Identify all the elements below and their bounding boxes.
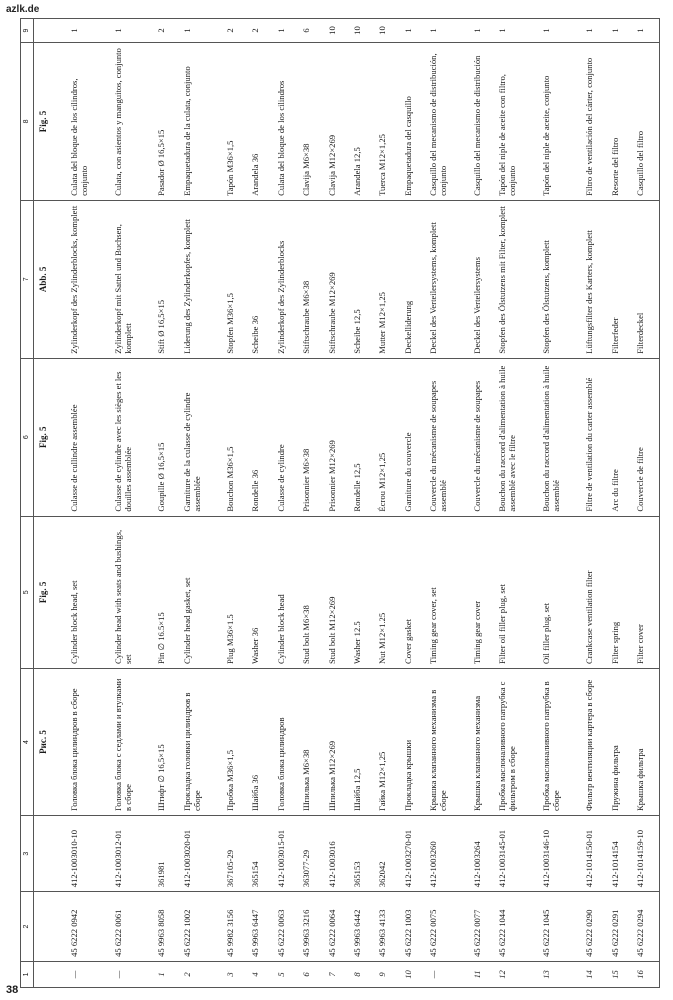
table-row	[248, 19, 273, 988]
quantity-cell: 1	[495, 19, 539, 43]
table-row	[325, 19, 350, 988]
name-es-cell: Tapón del niple de aceite con filtro, conjunto	[495, 43, 539, 201]
name-es-cell: Casquillo del mecanismo de distribución	[470, 43, 495, 201]
part-number-cell: 363077-29	[299, 816, 324, 892]
figure-header-row	[34, 19, 68, 988]
part-number-cell: 365154	[248, 816, 273, 892]
name-ru-cell: Шпилька М12×269	[325, 669, 350, 816]
table-row	[608, 19, 633, 988]
position-number-cell: 5	[274, 961, 299, 987]
table-row	[67, 19, 111, 988]
name-es-cell: Pasador Ø 16,5×15	[154, 43, 179, 201]
name-de-cell: Filterfeder	[608, 200, 633, 358]
column-number: 7	[21, 200, 34, 358]
name-ru-cell: Крышка клапанного механизма в сборе	[426, 669, 470, 816]
column-number-row	[21, 19, 34, 988]
site-watermark: azlk.de	[6, 4, 40, 15]
catalog-code-cell: 45 9963 6447	[248, 892, 273, 962]
name-de-cell: Deckelliderung	[401, 200, 426, 358]
name-ru-cell: Гайка М12×1,25	[375, 669, 400, 816]
rotated-table	[20, 18, 660, 988]
name-es-cell: Culata, con asientos y manguitos, conjunto	[111, 43, 155, 201]
name-fr-cell: Couvercle du mécanisme de soupapes assemblé	[426, 358, 470, 516]
catalog-code-cell: 45 9963 6442	[350, 892, 375, 962]
position-number-cell: 8	[350, 961, 375, 987]
part-number-cell: 412-1003264	[470, 816, 495, 892]
quantity-cell: 1	[539, 19, 583, 43]
name-en-cell: Oil filler plug, set	[539, 516, 583, 668]
catalog-code-cell: 45 6222 0061	[111, 892, 155, 962]
quantity-cell: 1	[582, 19, 607, 43]
name-en-cell: Cylinder head gasket, set	[180, 516, 224, 668]
catalog-code-cell: 45 6222 0075	[426, 892, 470, 962]
catalog-code-cell: 45 6222 1002	[180, 892, 224, 962]
name-es-cell: Resorte del filtro	[608, 43, 633, 201]
part-number-cell: 412-1003015-01	[274, 816, 299, 892]
name-ru-cell: Прокладка крышки	[401, 669, 426, 816]
position-number-cell: 6	[299, 961, 324, 987]
column-number: 5	[21, 516, 34, 668]
name-es-cell: Filtro de ventilación del cárter, conjunto	[582, 43, 607, 201]
catalog-code-cell: 45 6222 1003	[401, 892, 426, 962]
name-fr-cell: Prisonnier M12×269	[325, 358, 350, 516]
name-en-cell: Cylinder head with seats and bushings, set	[111, 516, 155, 668]
quantity-cell: 1	[67, 19, 111, 43]
position-number-cell: 7	[325, 961, 350, 987]
name-de-cell: Scheibe 36	[248, 200, 273, 358]
quantity-cell: 1	[470, 19, 495, 43]
name-ru-cell: Пробка маслоналивного патрубка с фильтром в сборе	[495, 669, 539, 816]
part-number-cell: 365153	[350, 816, 375, 892]
name-de-cell: Deckel des Verteilersystems, komplett	[426, 200, 470, 358]
catalog-code-cell: 45 6222 0063	[274, 892, 299, 962]
name-fr-cell: Garniture du couvercle	[401, 358, 426, 516]
position-number-cell: —	[67, 961, 111, 987]
name-ru-cell: Головка блока цилиндров в сборе	[67, 669, 111, 816]
part-number-cell: 361981	[154, 816, 179, 892]
name-es-cell: Tapón del niple de aceite, conjunto	[539, 43, 583, 201]
position-number-cell: 3	[223, 961, 248, 987]
position-number-cell: 1	[154, 961, 179, 987]
name-fr-cell: Culasse de cylindre avec les sièges et les douilles assemblée	[111, 358, 155, 516]
table-row	[375, 19, 400, 988]
table-row	[111, 19, 155, 988]
name-en-cell: Washer 36	[248, 516, 273, 668]
table-row	[180, 19, 224, 988]
name-en-cell: Crankcase ventilation filter	[582, 516, 607, 668]
figure-header-de: Abb. 5	[34, 200, 68, 358]
name-de-cell: Stiftschraube M12×269	[325, 200, 350, 358]
part-number-cell: 412-1003260	[426, 816, 470, 892]
name-de-cell: Zylinderkopf des Zylinderblocks	[274, 200, 299, 358]
name-en-cell: Plug M36×1.5	[223, 516, 248, 668]
table-row	[470, 19, 495, 988]
name-es-cell: Empaquetadura del casquillo	[401, 43, 426, 201]
name-de-cell: Stopfen des Ölstutzens mit Filter, komplett	[495, 200, 539, 358]
table-row	[633, 19, 659, 988]
name-de-cell: Zylinderkopf mit Sattel und Buchsen, komplett	[111, 200, 155, 358]
name-en-cell: Cylinder block head	[274, 516, 299, 668]
name-es-cell: Clavija M6×38	[299, 43, 324, 201]
name-en-cell: Filter spring	[608, 516, 633, 668]
column-number: 4	[21, 669, 34, 816]
position-number-cell: 11	[470, 961, 495, 987]
part-number-cell: 412-1003145-01	[495, 816, 539, 892]
name-ru-cell: Шпилька М6×38	[299, 669, 324, 816]
name-es-cell: Arandela 36	[248, 43, 273, 201]
name-ru-cell: Головка блока цилиндров	[274, 669, 299, 816]
name-de-cell: Stift Ø 16,5×15	[154, 200, 179, 358]
quantity-cell: 1	[111, 19, 155, 43]
quantity-cell: 1	[401, 19, 426, 43]
column-number: 9	[21, 19, 34, 43]
name-es-cell: Culata del bloque de los cilindros, conjunto	[67, 43, 111, 201]
part-number-cell: 412-1003146-10	[539, 816, 583, 892]
empty-cell	[34, 892, 68, 962]
catalog-code-cell: 45 6222 0942	[67, 892, 111, 962]
name-en-cell: Stud bolt M12×269	[325, 516, 350, 668]
parts-table	[20, 18, 660, 988]
name-es-cell: Empaquetadura de la culata, conjunto	[180, 43, 224, 201]
position-number-cell: 14	[582, 961, 607, 987]
catalog-code-cell: 45 6222 1045	[539, 892, 583, 962]
name-ru-cell: Крышка клапанного механизма	[470, 669, 495, 816]
name-en-cell: Timing gear cover, set	[426, 516, 470, 668]
name-fr-cell: Garniture de la culasse de cylindre assemblée	[180, 358, 224, 516]
quantity-cell: 10	[325, 19, 350, 43]
name-de-cell: Filterdeckel	[633, 200, 659, 358]
name-fr-cell: Couvercle du mécanisme de soupapes	[470, 358, 495, 516]
column-number: 6	[21, 358, 34, 516]
name-en-cell: Filter oil filler plug, set	[495, 516, 539, 668]
name-ru-cell: Пробка маслоналивного патрубка в сборе	[539, 669, 583, 816]
quantity-cell: 1	[426, 19, 470, 43]
table-row	[582, 19, 607, 988]
table-row	[299, 19, 324, 988]
empty-cell	[34, 961, 68, 987]
name-de-cell: Deckel des Verteilersystems	[470, 200, 495, 358]
name-de-cell: Stopfen M36×1,5	[223, 200, 248, 358]
position-number-cell: 4	[248, 961, 273, 987]
name-es-cell: Casquillo del mecanismo de distribución, conjunto	[426, 43, 470, 201]
position-number-cell: 9	[375, 961, 400, 987]
name-fr-cell: Écrou M12×1,25	[375, 358, 400, 516]
name-es-cell: Clavija M12×269	[325, 43, 350, 201]
position-number-cell: 12	[495, 961, 539, 987]
position-number-cell: 10	[401, 961, 426, 987]
table-row	[495, 19, 539, 988]
figure-header-fr: Fig. 5	[34, 358, 68, 516]
catalog-code-cell: 45 9963 4133	[375, 892, 400, 962]
name-en-cell: Timing gear cover	[470, 516, 495, 668]
name-fr-cell: Culasse de cullindre assemblée	[67, 358, 111, 516]
quantity-cell: 1	[633, 19, 659, 43]
empty-cell	[34, 816, 68, 892]
name-fr-cell: Bouchon du raccord d'alimentation à huile assemblé	[539, 358, 583, 516]
empty-cell	[34, 19, 68, 43]
catalog-code-cell: 45 6222 1044	[495, 892, 539, 962]
name-de-cell: Liderung des Zylinderkopfes, komplett	[180, 200, 224, 358]
table-row	[539, 19, 583, 988]
name-de-cell: Lüftungsfilter des Karters, komplett	[582, 200, 607, 358]
name-ru-cell: Шайба 36	[248, 669, 273, 816]
part-number-cell: 412-1014154	[608, 816, 633, 892]
catalog-code-cell: 45 6222 0290	[582, 892, 607, 962]
position-number-cell: 2	[180, 961, 224, 987]
name-fr-cell: Arc du filtre	[608, 358, 633, 516]
name-ru-cell: Шайба 12,5	[350, 669, 375, 816]
quantity-cell: 1	[274, 19, 299, 43]
table-row	[401, 19, 426, 988]
parts-table-container	[20, 18, 660, 988]
quantity-cell: 1	[608, 19, 633, 43]
catalog-code-cell: 45 9982 3156	[223, 892, 248, 962]
name-de-cell: Scheibe 12,5	[350, 200, 375, 358]
position-number-cell: 13	[539, 961, 583, 987]
part-number-cell: 412-1003016	[325, 816, 350, 892]
column-number: 3	[21, 816, 34, 892]
part-number-cell: 412-1014150-01	[582, 816, 607, 892]
name-ru-cell: Прокладка головки цилиндров в сборе	[180, 669, 224, 816]
name-fr-cell: Goupille Ø 16,5×15	[154, 358, 179, 516]
quantity-cell: 2	[223, 19, 248, 43]
name-en-cell: Cover gasket	[401, 516, 426, 668]
catalog-code-cell: 45 9963 3216	[299, 892, 324, 962]
name-ru-cell: Пробка М36×1,5	[223, 669, 248, 816]
name-en-cell: Filter cover	[633, 516, 659, 668]
quantity-cell: 6	[299, 19, 324, 43]
part-number-cell: 412-1003010-10	[67, 816, 111, 892]
name-fr-cell: Couvercle de filtre	[633, 358, 659, 516]
part-number-cell: 412-1014159-10	[633, 816, 659, 892]
name-de-cell: Zylinderkopf des Zylinderblocks, komplett	[67, 200, 111, 358]
name-fr-cell: Prisonnier M6×38	[299, 358, 324, 516]
column-number: 2	[21, 892, 34, 962]
name-ru-cell: Крышка фильтра	[633, 669, 659, 816]
name-ru-cell: Штифт ∅ 16,5×15	[154, 669, 179, 816]
table-body	[34, 19, 660, 988]
position-number-cell: —	[426, 961, 470, 987]
part-number-cell: 367105-29	[223, 816, 248, 892]
name-es-cell: Tuerca M12×1,25	[375, 43, 400, 201]
name-es-cell: Casquillo del filtro	[633, 43, 659, 201]
part-number-cell: 412-1003020-01	[180, 816, 224, 892]
name-es-cell: Tapón M36×1,5	[223, 43, 248, 201]
quantity-cell: 2	[248, 19, 273, 43]
name-es-cell: Arandela 12,5	[350, 43, 375, 201]
position-number-cell: —	[111, 961, 155, 987]
name-ru-cell: Пружина фильтра	[608, 669, 633, 816]
quantity-cell: 2	[154, 19, 179, 43]
name-de-cell: Mutter M12×1,25	[375, 200, 400, 358]
table-row	[223, 19, 248, 988]
name-ru-cell: Фильтр вентиляции картера в сборе	[582, 669, 607, 816]
table-row	[426, 19, 470, 988]
figure-header-es: Fig. 5	[34, 43, 68, 201]
figure-header-en: Fig. 5	[34, 516, 68, 668]
name-fr-cell: Bouchon du raccord d'alimentation à huile assemblé avec le filtre	[495, 358, 539, 516]
part-number-cell: 362042	[375, 816, 400, 892]
name-fr-cell: Rondelle 36	[248, 358, 273, 516]
name-en-cell: Nut M12×1.25	[375, 516, 400, 668]
part-number-cell: 412-1003270-01	[401, 816, 426, 892]
name-en-cell: Pin ∅ 16.5×15	[154, 516, 179, 668]
quantity-cell: 1	[180, 19, 224, 43]
name-en-cell: Stud bolt M6×38	[299, 516, 324, 668]
column-number: 8	[21, 43, 34, 201]
name-en-cell: Cylinder block head, set	[67, 516, 111, 668]
part-number-cell: 412-1003012-01	[111, 816, 155, 892]
page-number: 38	[6, 984, 19, 996]
catalog-code-cell: 45 6222 0077	[470, 892, 495, 962]
name-de-cell: Stiftschraube M6×38	[299, 200, 324, 358]
name-fr-cell: Bouchon M36×1,5	[223, 358, 248, 516]
quantity-cell: 10	[350, 19, 375, 43]
catalog-code-cell: 45 6222 0291	[608, 892, 633, 962]
catalog-code-cell: 45 9963 8058	[154, 892, 179, 962]
position-number-cell: 15	[608, 961, 633, 987]
name-en-cell: Washer 12.5	[350, 516, 375, 668]
quantity-cell: 10	[375, 19, 400, 43]
name-fr-cell: Rondelle 12,5	[350, 358, 375, 516]
catalog-code-cell: 45 6222 0294	[633, 892, 659, 962]
position-number-cell: 16	[633, 961, 659, 987]
catalog-code-cell: 45 6222 0064	[325, 892, 350, 962]
name-fr-cell: Culasse de cylindre	[274, 358, 299, 516]
figure-header-ru: Рис. 5	[34, 669, 68, 816]
name-ru-cell: Головка блока с седлами и втулками в сборе	[111, 669, 155, 816]
table-row	[154, 19, 179, 988]
table-row	[274, 19, 299, 988]
table-row	[350, 19, 375, 988]
column-number: 1	[21, 961, 34, 987]
name-de-cell: Stopfen des Ölstutzens, komplett	[539, 200, 583, 358]
name-fr-cell: Filtre de ventilation du carter assemblé	[582, 358, 607, 516]
name-es-cell: Culata del bloque de los cilindros	[274, 43, 299, 201]
